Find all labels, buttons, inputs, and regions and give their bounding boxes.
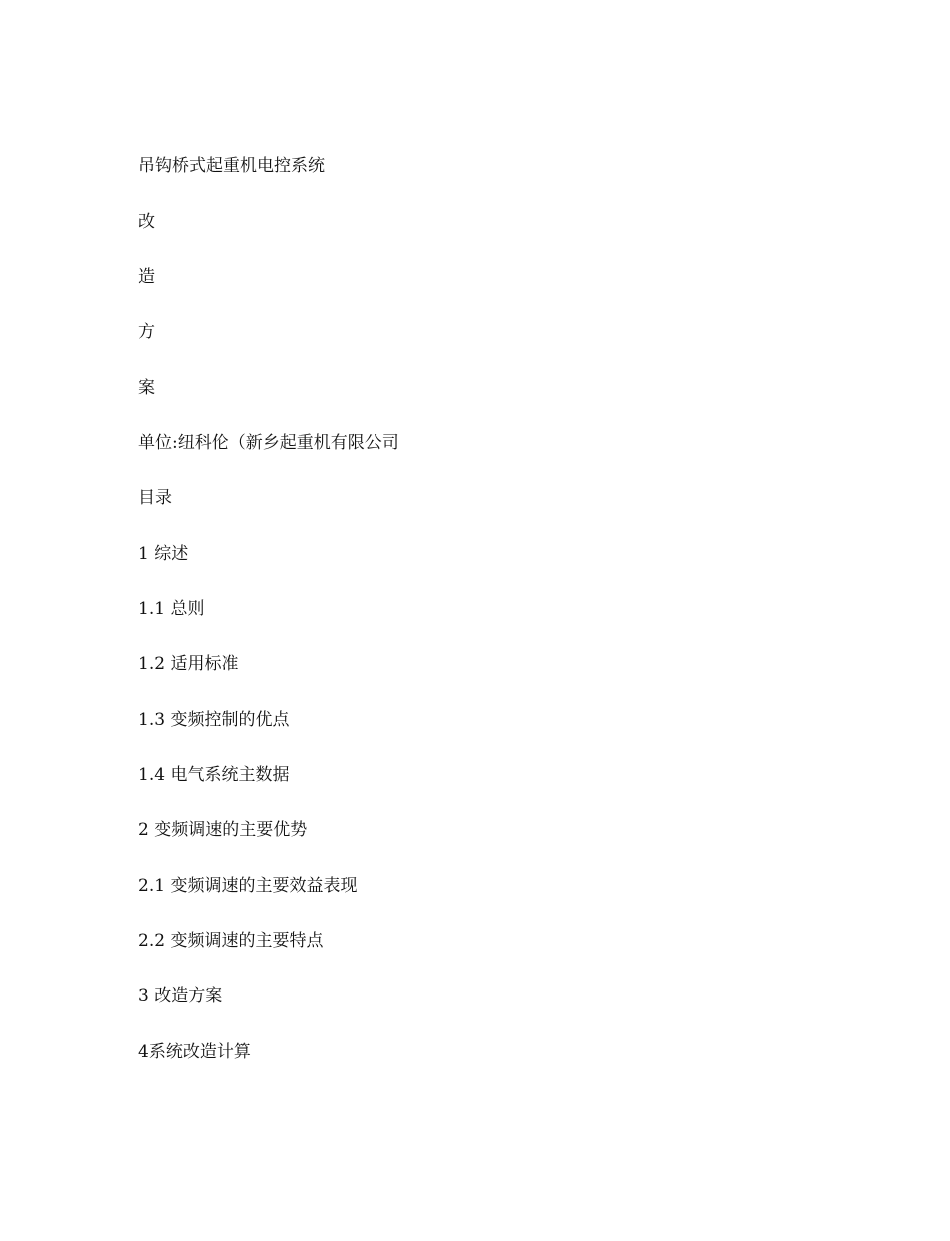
toc-item: 1.2 适用标准 — [138, 654, 239, 674]
title-char-3: 方 — [138, 322, 155, 342]
toc-item: 1.4 电气系统主数据 — [138, 765, 290, 785]
toc-item: 1.3 变频控制的优点 — [138, 710, 290, 730]
toc-item: 1 综述 — [138, 544, 189, 564]
document-title: 吊钩桥式起重机电控系统 — [138, 156, 325, 176]
title-char-2: 造 — [138, 267, 155, 287]
toc-heading: 目录 — [138, 488, 172, 508]
toc-item: 3 改造方案 — [138, 986, 223, 1006]
unit-line: 单位:纽科伦（新乡起重机有限公司 — [138, 433, 399, 453]
toc-item: 2.1 变频调速的主要效益表现 — [138, 876, 358, 896]
title-char-4: 案 — [138, 378, 155, 398]
toc-item: 4系统改造计算 — [138, 1042, 251, 1062]
toc-item: 1.1 总则 — [138, 599, 205, 619]
title-char-1: 改 — [138, 212, 155, 232]
toc-item: 2 变频调速的主要优势 — [138, 820, 308, 840]
toc-item: 2.2 变频调速的主要特点 — [138, 931, 324, 951]
